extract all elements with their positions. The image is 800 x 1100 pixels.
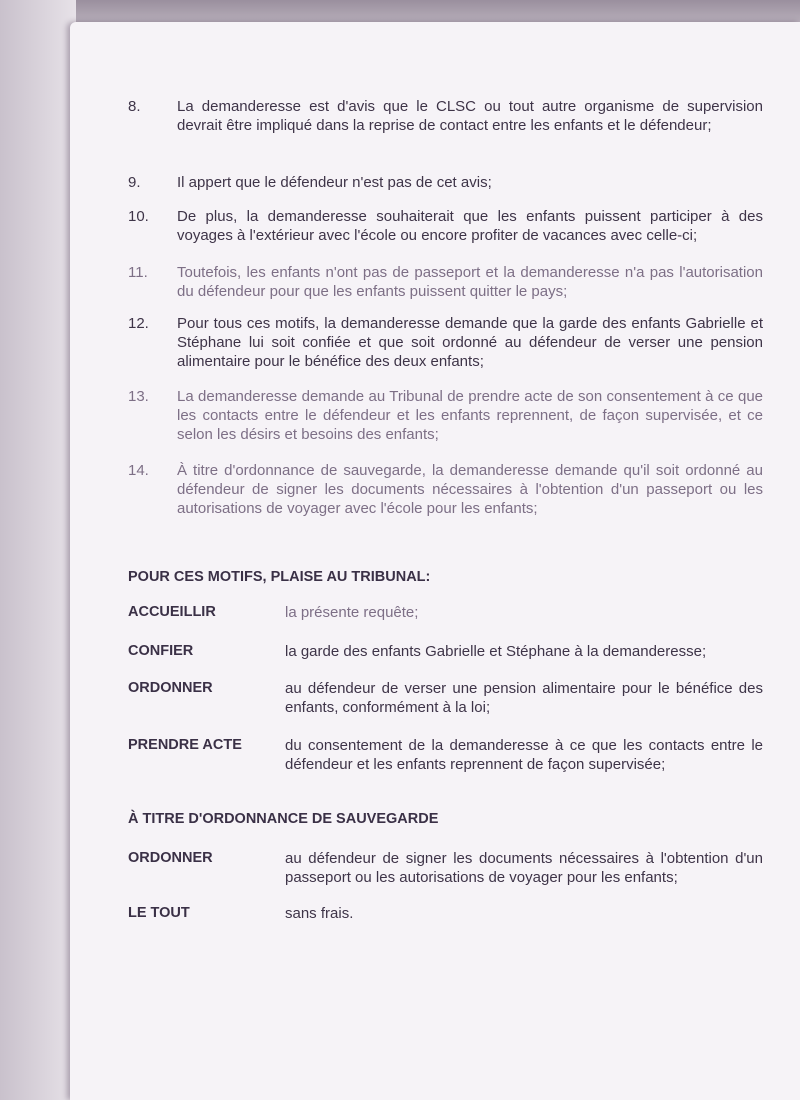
paragraph-text: La demanderesse demande au Tribunal de prendre acte de son consentement à ce que les contacts entre le défendeur et les enfants reprennent, de façon supervisée, et ce selon les désirs et besoins des enfants; <box>177 388 763 443</box>
paragraph-text: À titre d'ordonnance de sauvegarde, la demanderesse demande qu'il soit ordonné au défendeur de signer les documents nécessaires à l'obtention d'un passeport ou les autorisations de voyager avec l'école pour les enfants; <box>177 462 763 517</box>
conclusion-label: LE TOUT <box>128 905 190 921</box>
conclusion-text: au défendeur de verser une pension alimentaire pour le bénéfice des enfants, conformément à la loi; <box>285 680 763 716</box>
conclusion-label: ACCUEILLIR <box>128 604 216 620</box>
paragraph-text: Pour tous ces motifs, la demanderesse demande que la garde des enfants Gabrielle et Stéphane lui soit confiée et que soit ordonné au défendeur de verser une pension alimentaire pour le bénéfice des deux enfants; <box>177 315 763 370</box>
paragraph-text: Il appert que le défendeur n'est pas de cet avis; <box>177 174 492 191</box>
paragraph-number: 13. <box>128 388 149 405</box>
paragraph-number: 9. <box>128 174 141 191</box>
paragraph-number: 11. <box>128 264 148 281</box>
conclusion-text: la présente requête; <box>285 604 419 621</box>
conclusion-text: au défendeur de signer les documents nécessaires à l'obtention d'un passeport ou les autorisations de voyager pour les enfants; <box>285 850 763 886</box>
paragraph-text: Toutefois, les enfants n'ont pas de passeport et la demanderesse n'a pas l'autorisation du défendeur pour que les enfants puissent quitter le pays; <box>177 264 763 300</box>
paragraph-number: 10. <box>128 208 149 225</box>
conclusion-label: PRENDRE ACTE <box>128 737 242 753</box>
conclusion-text: du consentement de la demanderesse à ce que les contacts entre le défendeur et les enfants reprennent de façon supervisée; <box>285 737 763 773</box>
conclusion-text: la garde des enfants Gabrielle et Stéphane à la demanderesse; <box>285 643 707 660</box>
section-heading-motifs: POUR CES MOTIFS, PLAISE AU TRIBUNAL: <box>128 569 431 585</box>
conclusion-label: ORDONNER <box>128 850 213 866</box>
paragraph-number: 14. <box>128 462 149 479</box>
conclusion-text: sans frais. <box>285 905 354 922</box>
section-heading-sauvegarde: À TITRE D'ORDONNANCE DE SAUVEGARDE <box>128 811 439 827</box>
conclusion-label: ORDONNER <box>128 680 213 696</box>
paragraph-number: 12. <box>128 315 149 332</box>
conclusion-label: CONFIER <box>128 643 194 659</box>
paragraph-text: La demanderesse est d'avis que le CLSC ou tout autre organisme de supervision devrait être impliqué dans la reprise de contact entre les enfants et le défendeur; <box>177 98 763 134</box>
paragraph-number: 8. <box>128 98 141 115</box>
paragraph-text: De plus, la demanderesse souhaiterait que les enfants puissent participer à des voyages à l'extérieur avec l'école ou encore profiter de vacances avec celle-ci; <box>177 208 763 244</box>
